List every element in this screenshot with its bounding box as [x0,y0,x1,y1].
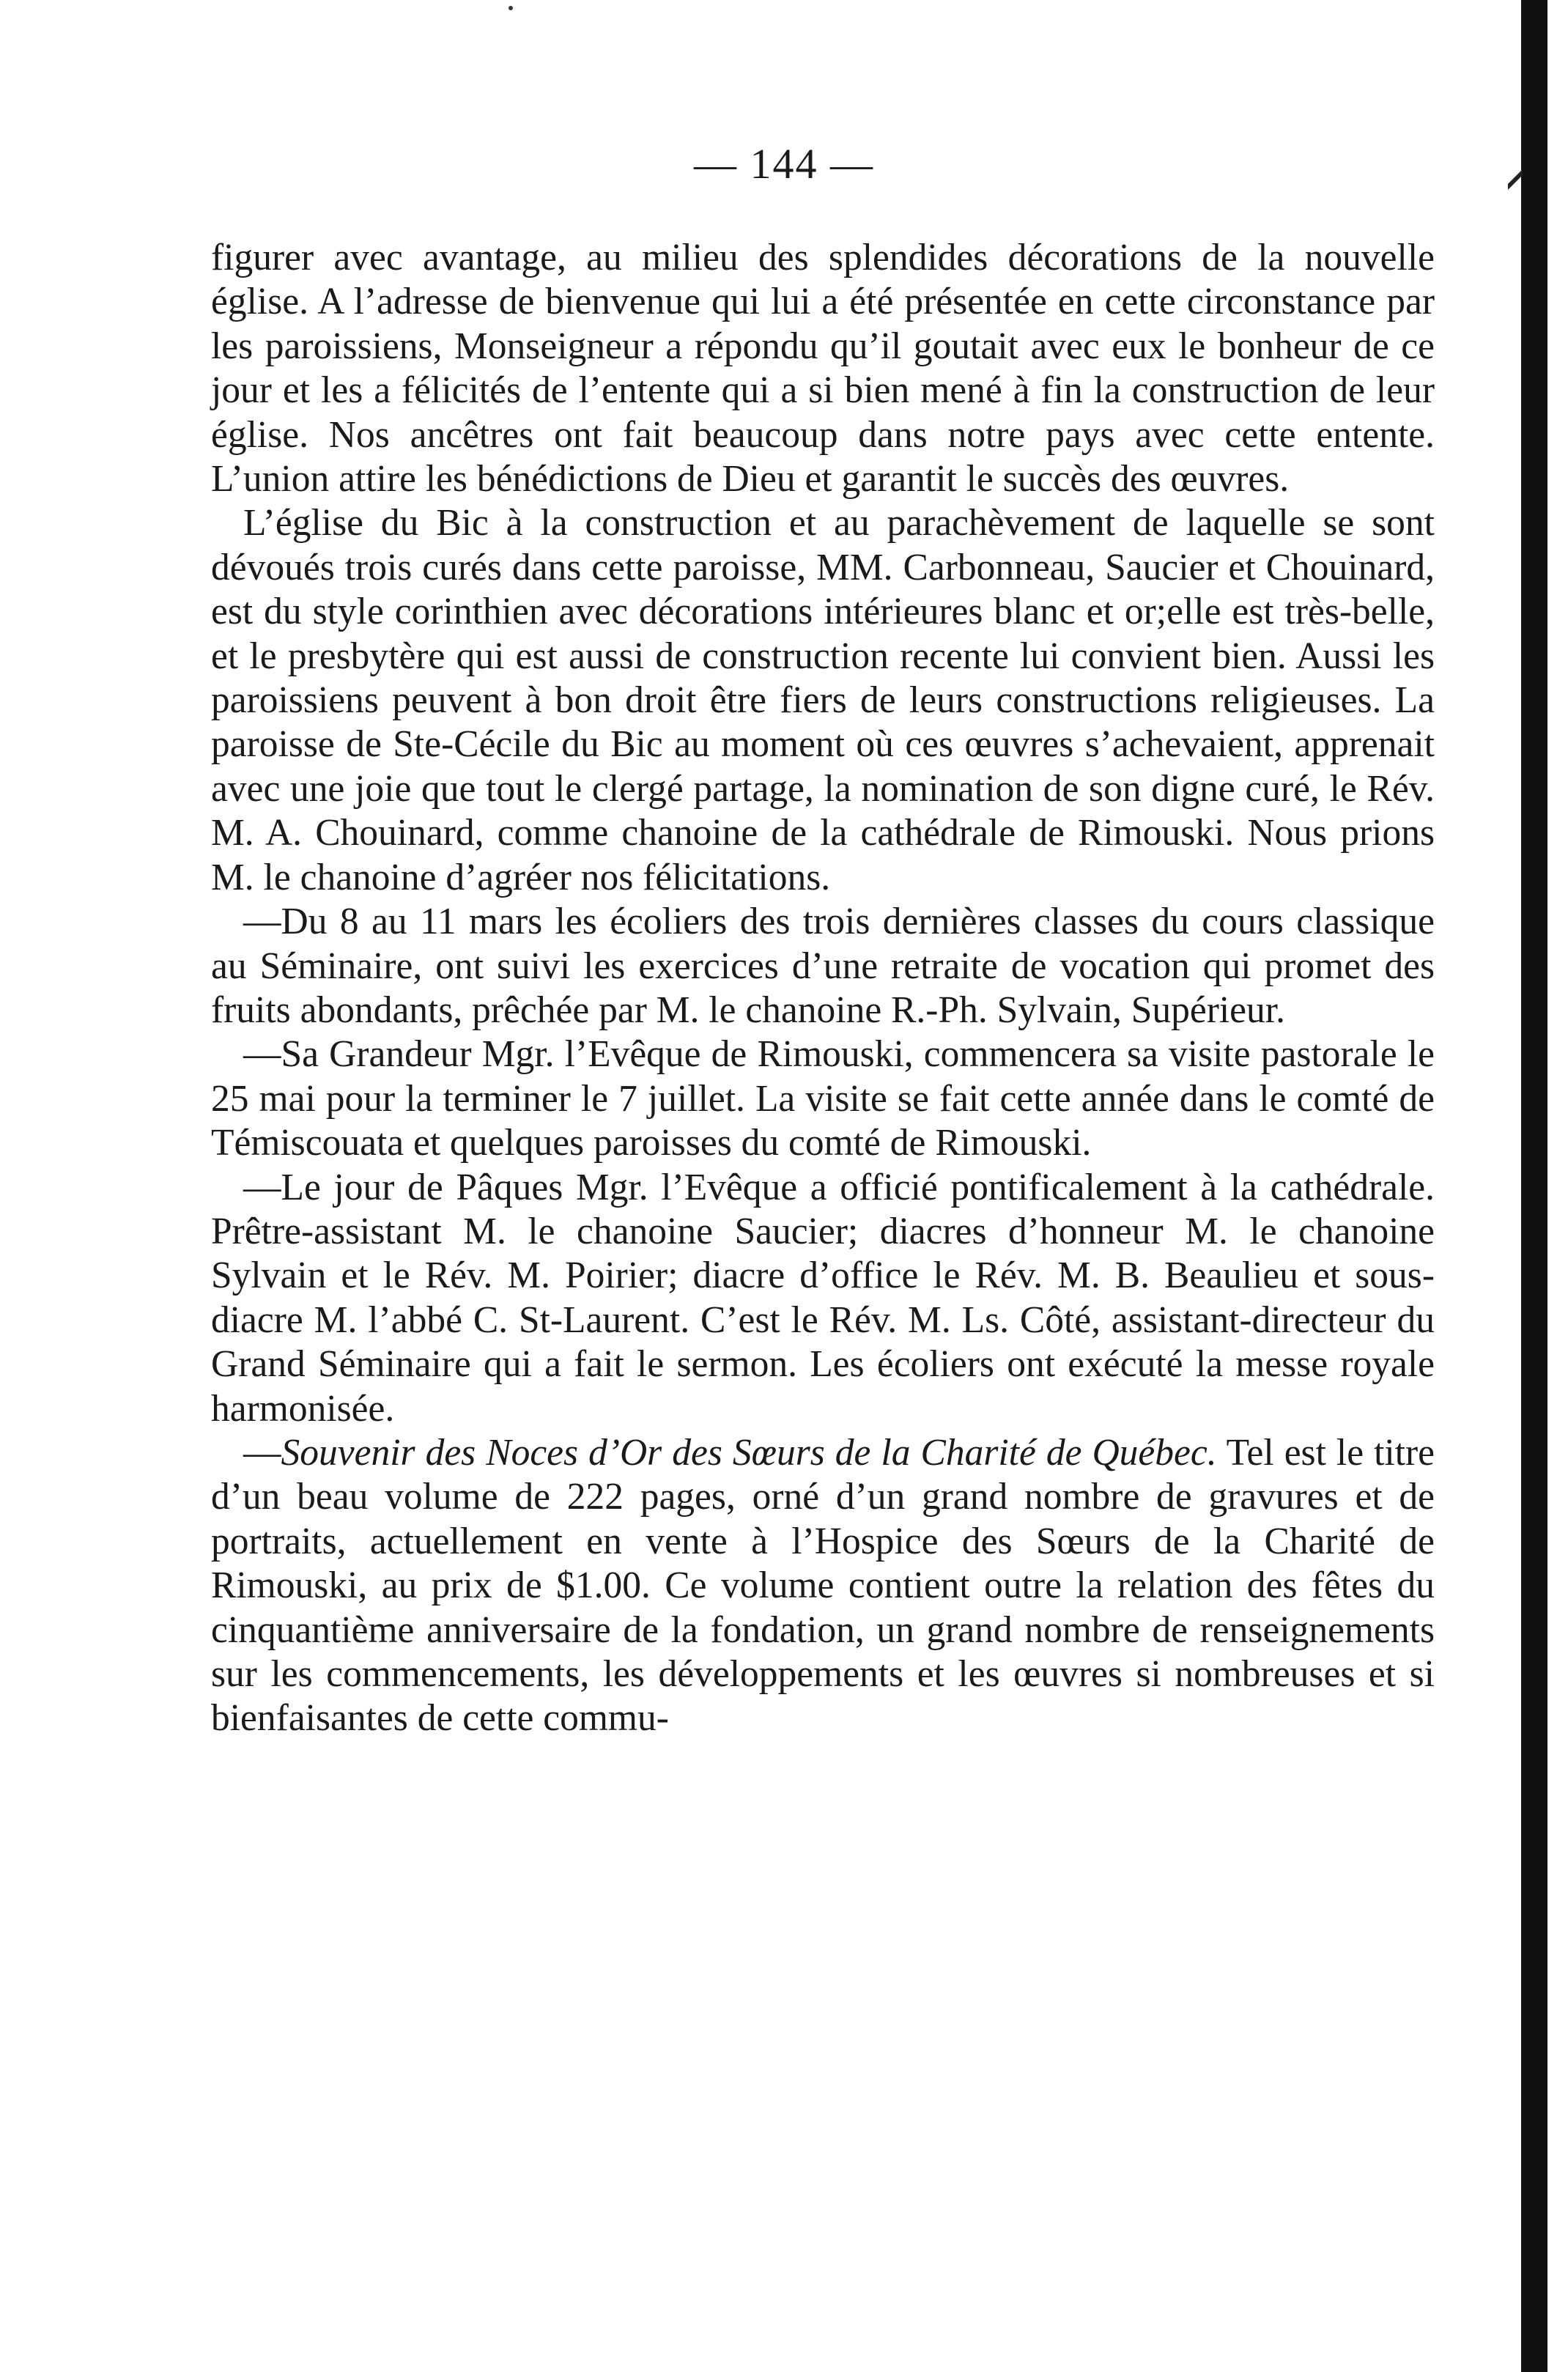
book-description: Tel est le titre d’un beau volume de 222 pages, orné d’un grand nombre de gravures et de portraits, actuellement en vente à l’Hospice des Sœurs de la Charité de Rimouski, au prix de $1.00. Ce volume contient outre la relation des fêtes du cinquantième anniversaire de la fondation, un grand nombre de renseignements sur les commencements, les développements et les œuvres si nombreuses et si bienfaisantes de cette commu- [211,1431,1435,1740]
paragraph-church-decorations: figurer avec avantage, au milieu des splendides décorations de la nouvelle église. A l’adresse de bienvenue qui lui a été présentée en cette circonstance par les paroissiens, Monseigneur a répondu qu’il goutait avec eux le bonheur de ce jour et les a félicités de l’entente qui a si bien mené à fin la construction de leur église. Nos ancêtres ont fait beaucoup dans notre pays avec cette entente. L’union attire les bénédictions de Dieu et garantit le succès des œuvres. [211,237,1435,500]
speck-mark [509,6,513,10]
page-number: — 144 — [694,140,874,188]
book-title: Souvenir des Noces d’Or des Sœurs de la Charité de Québec. [281,1431,1217,1474]
dash-prefix: — [243,1431,281,1474]
paragraph-easter: —Le jour de Pâques Mgr. l’Evêque a officié pontificalement à la cathédrale. Prêtre-assistant M. le chanoine Saucier; diacres d’honneur M. le chanoine Sylvain et le Rév. M. Poirier; diacre d’office le Rév. M. B. Beaulieu et sous-diacre M. l’abbé C. St-Laurent. C’est le Rév. M. Ls. Côté, assistant-directeur du Grand Séminaire qui a fait le sermon. Les écoliers ont exécuté la messe royale harmonisée. [211,1166,1435,1430]
body-text [211,236,1435,1741]
paragraph-retreat: —Du 8 au 11 mars les écoliers des trois dernières classes du cours classique au Séminaire, ont suivi les exercices d’une retraite de vocation qui promet des fruits abondants, prêchée par M. le chanoine R.-Ph. Sylvain, Supérieur. [211,901,1435,1031]
paragraph-bic-church: L’église du Bic à la construction et au parachèvement de laquelle se sont dévoués trois curés dans cette paroisse, MM. Carbonneau, Saucier et Chouinard, est du style corinthien avec décorations intérieures blanc et or;elle est très-belle, et le presbytère qui est aussi de construction recente lui convient bien. Aussi les paroissiens peuvent à bon droit être fiers de leurs constructions religieuses. La paroisse de Ste-Cécile du Bic au moment où ces œuvres s’achevaient, apprenait avec une joie que tout le clergé partage, la nomination de son digne curé, le Rév. M. A. Chouinard, comme chanoine de la cathédrale de Rimouski. Nous prions M. le chanoine d’agréer nos félicitations. [211,502,1435,898]
edge-mark [1508,154,1523,205]
paragraph-souvenir-book [211,1431,1435,1741]
paragraph-pastoral-visit: —Sa Grandeur Mgr. l’Evêque de Rimouski, commencera sa visite pastorale le 25 mai pour la terminer le 7 juillet. La visite se fait cette année dans le comté de Témiscouata et quelques paroisses du comté de Rimouski. [211,1033,1435,1164]
binding-edge-bar [1521,0,1547,2372]
